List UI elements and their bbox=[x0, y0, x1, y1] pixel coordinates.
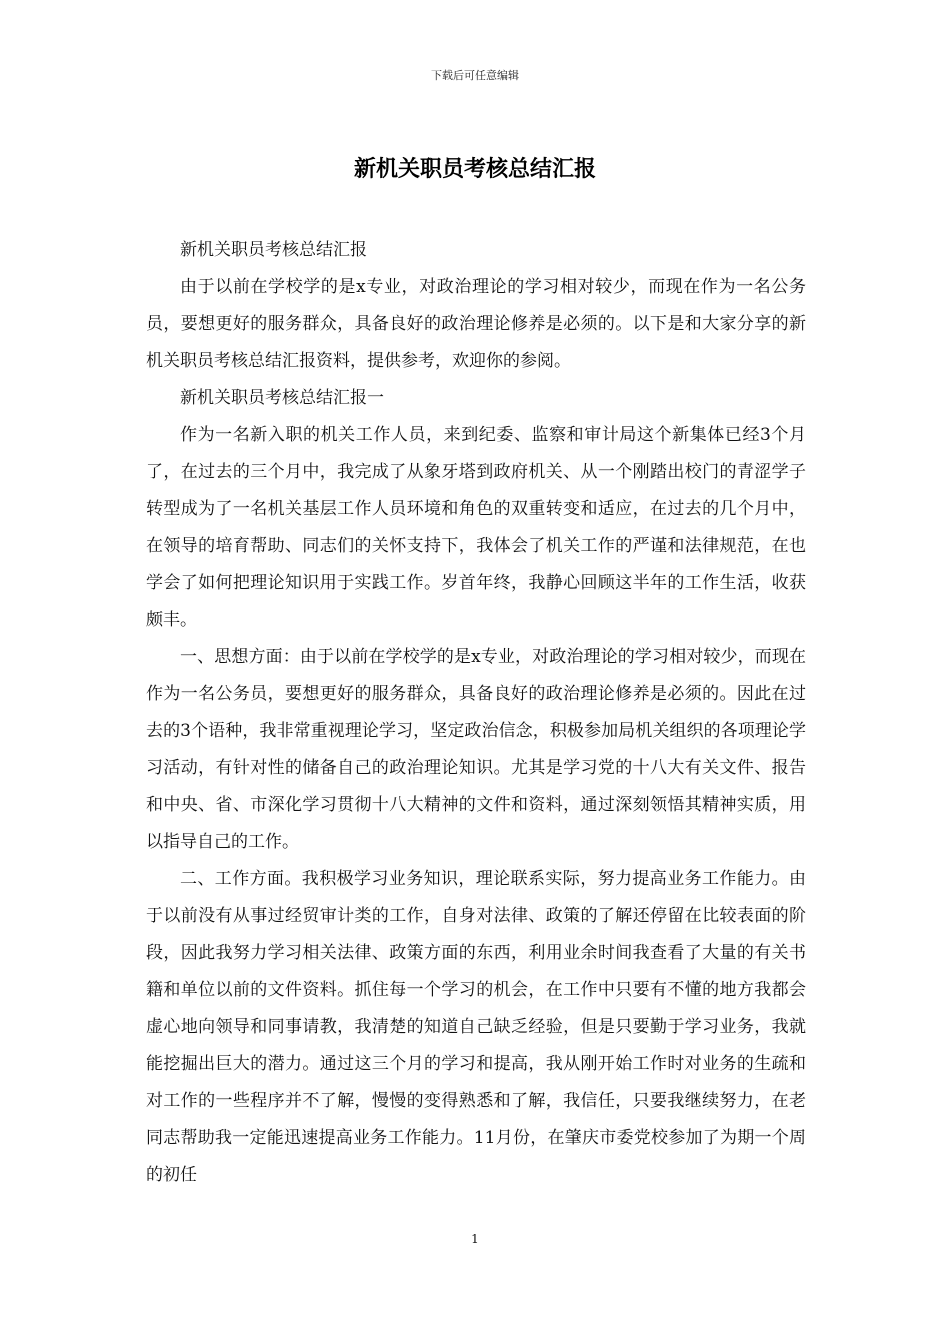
page-number: 1 bbox=[471, 1232, 479, 1246]
document-title: 新机关职员考核总结汇报 bbox=[353, 156, 596, 182]
paragraph-overview: 作为一名新入职的机关工作人员，来到纪委、监察和审计局这个新集体已经3个月了，在过去的三个月中，我完成了从象牙塔到政府机关、从一个刚踏出校门的青涩学子转型成为了一名机关基层工作人员环境和角色的双重转变和适应，在过去的几个月中，在领导的培育帮助、同志们的关怀支持下，我体会了机关工作的严谨和法律规范，在也学会了如何把理论知识用于实践工作。岁首年终，我静心回顾这半年的工作生活，收获颇丰。 bbox=[146, 425, 806, 630]
header-note: 下载后可任意编辑 bbox=[431, 69, 519, 82]
paragraph-intro: 由于以前在学校学的是x专业，对政治理论的学习相对较少，而现在作为一名公务员，要想更好的服务群众，具备良好的政治理论修养是必须的。以下是和大家分享的新机关职员考核总结汇报资料，提供参考，欢迎你的参阅。 bbox=[146, 277, 806, 371]
paragraph-thought: 一、思想方面：由于以前在学校学的是x专业，对政治理论的学习相对较少，而现在作为一名公务员，要想更好的服务群众，具备良好的政治理论修养是必须的。因此在过去的3个语种，我非常重视理论学习，坚定政治信念，积极参加局机关组织的各项理论学习活动，有针对性的储备自己的政治理论知识。尤其是学习党的十八大有关文件、报告和中央、省、市深化学习贯彻十八大精神的文件和资料，通过深刻领悟其精神实质，用以指导自己的工作。 bbox=[146, 647, 806, 852]
document-body bbox=[146, 232, 806, 1194]
paragraph-work: 二、工作方面。我积极学习业务知识，理论联系实际，努力提高业务工作能力。由于以前没有从事过经贸审计类的工作，自身对法律、政策的了解还停留在比较表面的阶段，因此我努力学习相关法律、政策方面的东西，利用业余时间我查看了大量的有关书籍和单位以前的文件资料。抓住每一个学习的机会，在工作中只要有不懂的地方我都会虚心地向领导和同事请教，我清楚的知道自己缺乏经验，但是只要勤于学习业务，我就能挖掘出巨大的潜力。通过这三个月的学习和提高，我从刚开始工作时对业务的生疏和对工作的一些程序并不了解，慢慢的变得熟悉和了解，我信任，只要我继续努力，在老同志帮助我一定能迅速提高业务工作能力。11月份，在肇庆市委党校参加了为期一个周的初任 bbox=[146, 869, 806, 1185]
paragraph-subtitle: 新机关职员考核总结汇报 bbox=[180, 240, 367, 260]
paragraph-section-heading: 新机关职员考核总结汇报一 bbox=[180, 388, 384, 408]
